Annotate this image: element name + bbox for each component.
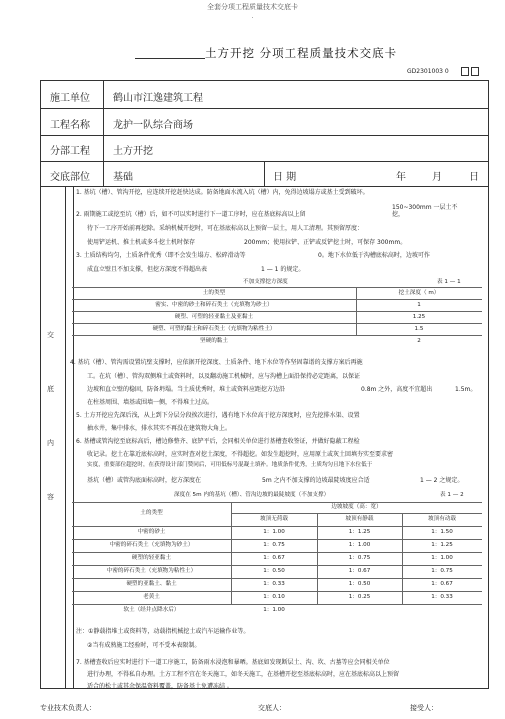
- table2-head-static: 坡顶有静载: [345, 516, 374, 522]
- table2-head-dynamic: 坡顶有动载: [428, 516, 456, 522]
- table2-number: 表 1 — 2: [440, 492, 464, 498]
- item-2-line3b: 200mm；使用拉铲、正铲或反铲挖土时，可保存 300mm。: [244, 239, 407, 246]
- note-1: 注：①静载指堆土或资料等，动载指机械挖土或汽车运输作业等。: [76, 628, 250, 635]
- table1-row1-type: 密实、中密的砂土和碎石类土（充填物为砂土）: [155, 302, 273, 308]
- table2-row4-type: 中密的碎石类土（充填物为粘性土）: [106, 568, 197, 574]
- table1-caption: 不加支撑挖方深度: [243, 279, 288, 285]
- table1-row4-type: 坚硬的黏土: [200, 338, 228, 344]
- date-year: 年: [396, 172, 406, 183]
- table2-row1-c3: 1：1.50: [431, 529, 453, 535]
- table1-head-type: 土的类型: [202, 290, 226, 296]
- value-part: 基础: [113, 172, 133, 183]
- table2-head-noload: 坡顶无荷载: [260, 516, 288, 522]
- footer-giver: 交底人：: [258, 704, 286, 712]
- item-3-line1b: 0。地下水位低于沟槽底标高时，边坡可作: [318, 252, 430, 259]
- table2-row7-type: 软土（经井点降水后）: [123, 607, 180, 613]
- table2-row6-c3: 1：0.33: [431, 594, 453, 600]
- side-label-2: 底: [47, 385, 54, 393]
- doc-code: GD2301003 0: [407, 68, 449, 75]
- item-2-dig: 挖，: [392, 211, 405, 218]
- note-2: ②当有成熟施工经验时，可不受本表限制。: [87, 642, 201, 649]
- item-3-line2b: 1 — 1 的规定。: [261, 266, 305, 273]
- table1-row3-type: 硬塑、可塑的黏土和碎石类土（充填物为粘性土）: [152, 326, 276, 332]
- table2-row3-type: 硬塑的轻亚黏土: [131, 555, 172, 561]
- footer-receiver: 接受人：: [410, 704, 438, 712]
- table2-caption: 深度在 5m 内的基坑（槽）、管沟边坡的最陡坡度（不加支撑）: [174, 492, 330, 498]
- item-6-line2: 收记录。挖土在靠近底标高时，应实时查对挖土深度，不得超挖。如发生超挖时，应用原土或灰土回填夯实至要求密: [87, 451, 394, 458]
- table2-row5-c3: 1：0.67: [431, 581, 453, 587]
- item-2-line1: 2. 雨期施工或挖至坑（槽）后，如不可以实时进行下一道工序时，应在基底标高以上留: [76, 211, 306, 218]
- page-title: 土方开挖 分项工程质量技术交底卡: [205, 46, 398, 60]
- item-6-line4c: 1 — 2 之规定。: [420, 477, 464, 484]
- table1: [72, 287, 482, 351]
- info-table: [40, 80, 489, 187]
- table2-row6-type: 老黄土: [143, 594, 160, 600]
- table2-row4-c1: 1：0.50: [263, 568, 285, 574]
- item-3-line1: 3. 土质结构均匀，土质条件优秀（即不会发生塌方、松碎滑动等: [76, 252, 246, 259]
- table2-row3-c1: 1：0.67: [263, 555, 285, 561]
- table2-row1-type: 中密的砂土: [137, 529, 166, 535]
- item-4-line3b: 0.8m 之外，高度不宜超出: [361, 386, 433, 393]
- item-1: 1. 基坑（槽）、管沟开挖，应连续开挖赶快达成。防备地面水流入坑（槽）内，免得边坡塌方或基土受到破坏。: [76, 189, 369, 196]
- table2-row2-c3: 1：1.25: [431, 542, 453, 548]
- table2-row5-type: 硬塑的亚黏土、黏土: [126, 581, 177, 587]
- item-6-line4b: 5m 之内不加支撑的边坡最陡坡度应合适: [262, 477, 370, 484]
- page-header: 全套分项工程质量技术交底卡: [207, 3, 298, 11]
- header-dot: .: [251, 13, 254, 20]
- code-box-2: [471, 67, 479, 76]
- item-5-line2: 抽水井，集中排水，排水其实不再没在建筑物大角上。: [87, 425, 232, 432]
- label-project: 工程名称: [50, 120, 90, 131]
- item-2-depth: 150~300mm 一层土不: [392, 204, 458, 211]
- table2-row2-type: 中密的碎石类土（充填物为砂土）: [109, 542, 194, 548]
- table1-row2-type: 硬塑、可塑的轻亚黏土及亚黏土: [174, 314, 254, 320]
- title-underline: [135, 58, 205, 59]
- table1-head-depth: 挖土深度（ m）: [398, 290, 440, 296]
- table2-row4-c2: 1：0.67: [348, 568, 371, 574]
- table2-row3-c2: 1：0.75: [348, 555, 371, 561]
- item-7-line1: 7. 基槽查收后应实时进行下一道工序施工，防备雨水浸泡和暴晒。基底如发现断层土、沟、坎、古墓等应会同相关单位: [76, 659, 390, 666]
- item-6-line4: 基坑（槽）或管沟底面标高时，挖方深度在: [87, 477, 202, 484]
- table2-row6-c2: 1：0.25: [348, 594, 371, 600]
- date-day: 日: [469, 172, 479, 183]
- table2-head-slope: 边坡坡度（高：宽）: [331, 504, 382, 510]
- item-4-line4: 在柱基周围、墙基或围墙一侧，不得堆土过高。: [87, 399, 214, 406]
- table2-head-type: 土的类型: [140, 510, 163, 516]
- table2-row1-c1: 1：1.00: [263, 529, 285, 535]
- item-5-line1: 5. 土方开挖应先深后浅，从上到下分层分段挨次进行，遇有地下水位高于挖方深度时，应先挖排水渠、设置: [76, 412, 360, 419]
- footer-tech-lead: 专业技术负责人：: [40, 704, 96, 712]
- table2-row3-c3: 1：1.00: [431, 555, 453, 561]
- item-2-line3: 使用铲运机、推土机或多斗挖土机时保存: [87, 239, 196, 246]
- table2: [72, 502, 482, 619]
- code-box-1: [461, 67, 469, 76]
- value-project: 龙护一队综合商场: [113, 120, 193, 131]
- side-label-3: 内: [47, 439, 54, 447]
- value-unit: 鹤山市江逸建筑工程: [113, 93, 203, 104]
- table2-row7-c1: 1：1.00: [263, 607, 285, 613]
- table2-row5-c2: 1：0.50: [348, 581, 371, 587]
- item-6-line3: 实度，重要部位超挖时，在获得设计部门赞同后，可用低标号混凝土填补。地质条件优秀，土质均匀且地下水位低于: [87, 462, 373, 468]
- table2-row5-c1: 1：0.33: [263, 581, 285, 587]
- item-4-line2: 工。在坑（槽）、管沟双侧堆土或资料时，以及翻动施工机械时，应与沟槽上面沿保持必定距离，以保证: [87, 373, 361, 380]
- table2-row4-c3: 1：0.75: [431, 568, 453, 574]
- item-3-line2: 成直立壁且不加支撑，但挖方深度不得超出表: [87, 266, 208, 273]
- item-4-line1: 4. 基坑（槽）、管沟需设置坑壁支撑时，应依据开挖深度、土质条件、地下水位等作坚固靠谱的支撑方案后再施: [70, 359, 363, 366]
- table1-row4-depth: 2: [417, 338, 421, 344]
- table2-row1-c2: 1：1.25: [348, 529, 371, 535]
- table2-row2-c1: 1：0.75: [263, 542, 285, 548]
- item-6-line1: 6. 基槽或管沟挖至底标高后，槽边修整齐、底铲平后，会同相关单位进行基槽查收签证，并做好隐蔽工程检: [76, 438, 360, 445]
- value-division: 土方开挖: [113, 146, 153, 157]
- label-part: 交底部位: [50, 172, 90, 183]
- side-label-4: 容: [47, 493, 54, 501]
- item-4-line3c: 1.5m。: [455, 386, 477, 393]
- item-4-line3: 边坡和直立壁的稳固，防备坍塌。当土质优秀时，堆土或资料应距挖方边沿: [87, 386, 286, 393]
- label-division: 分部工程: [50, 146, 90, 157]
- table2-row2-c2: 1：1.00: [348, 542, 371, 548]
- item-7-line3: 适合的松土或其余保温资料覆盖，防备基土免遭冻结 。: [87, 683, 233, 690]
- item-2-line2: 待下一工序开始前再挖除。采纳机械开挖时，可在基底标高以上预留一层土，用人工清理。其预留厚度：: [87, 225, 364, 232]
- table1-number: 表 1 — 1: [437, 279, 461, 285]
- date-month: 月: [432, 172, 442, 183]
- label-unit: 施工单位: [50, 93, 90, 104]
- date-label: 日 期: [273, 172, 297, 183]
- item-7-line2: 进行办理，不得私自办理。土方工程不宜在冬天施工，如冬天施工，在基槽开挖至基底标高时，应在基底标高以上预留: [87, 671, 400, 678]
- table1-row3-depth: 1.5: [414, 326, 424, 332]
- table1-row2-depth: 1.25: [412, 314, 426, 320]
- side-label-1: 交: [47, 331, 54, 339]
- table1-row1-depth: 1: [417, 302, 421, 308]
- table2-row6-c1: 1：0.10: [263, 594, 285, 600]
